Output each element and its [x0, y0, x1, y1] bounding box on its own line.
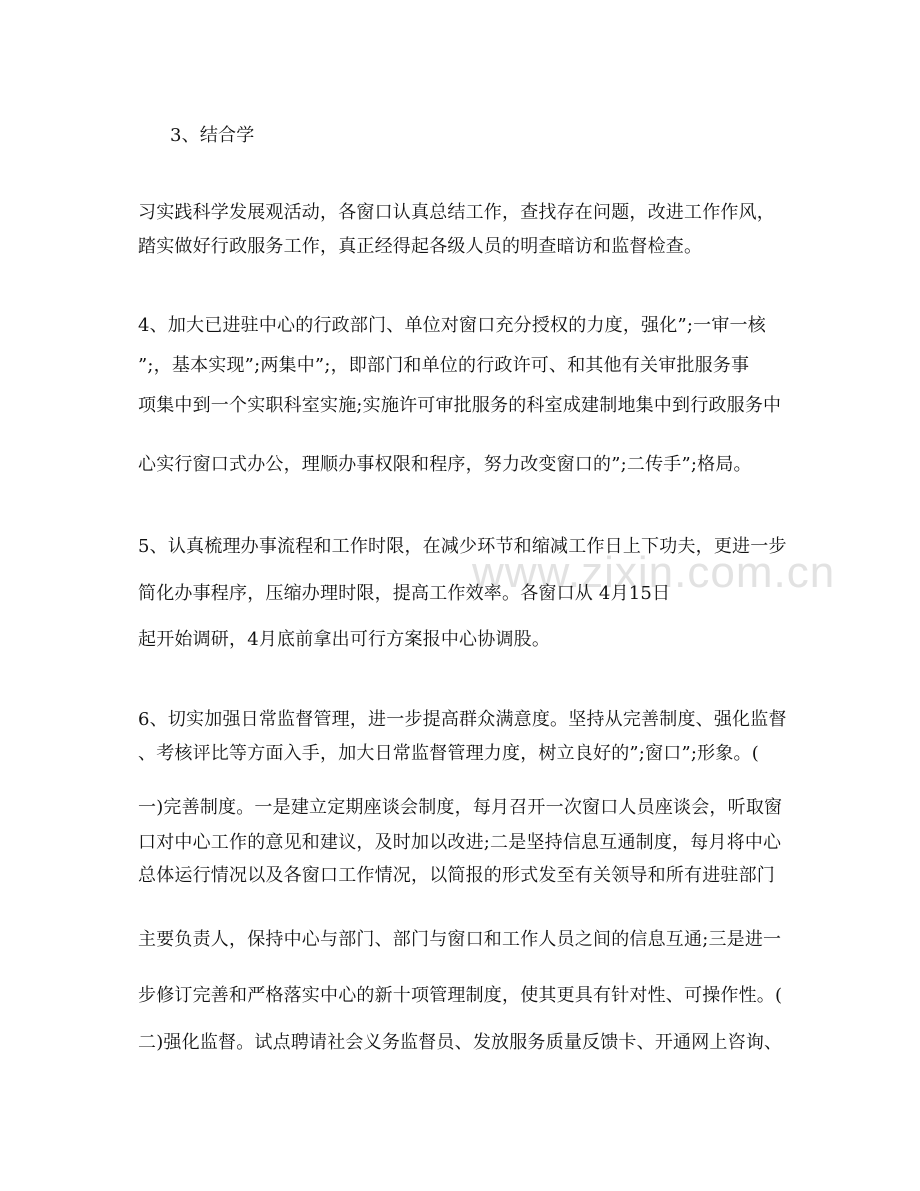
paragraph-4-line-3: 起开始调研，4月底前拿出可行方案报中心协调股。 — [138, 629, 551, 650]
paragraph-5-line-4: 口对中心工作的意见和建议，及时加以改进;二是坚持信息互通制度，每月将中心 — [138, 832, 782, 853]
paragraph-2-line-2: 踏实做好行政服务工作，真正经得起各级人员的明查暗访和监督检查。 — [138, 236, 703, 257]
paragraph-5-line-2: 、考核评比等方面入手，加大日常监督管理力度，树立良好的”;窗口”;形象。( — [138, 743, 759, 764]
paragraph-2-line-1: 习实践科学发展观活动，各窗口认真总结工作，查找存在问题，改进工作作风， — [138, 202, 775, 223]
paragraph-3-line-4: 心实行窗口式办公，理顺办事权限和程序，努力改变窗口的”;二传手”;格局。 — [138, 454, 752, 475]
paragraph-5-line-1: 6、切实加强日常监督管理，进一步提高群众满意度。坚持从完善制度、强化监督 — [138, 709, 787, 730]
paragraph-5-line-6: 主要负责人，保持中心与部门、部门与窗口和工作人员之间的信息互通;三是进一 — [138, 929, 782, 950]
paragraph-3-line-3: 项集中到一个实职科室实施;实施许可审批服务的科室成建制地集中到行政服务中 — [138, 395, 782, 416]
paragraph-1-line-1: 3、结合学 — [170, 125, 255, 146]
paragraph-5-line-7: 步修订完善和严格落实中心的新十项管理制度，使其更具有针对性、可操作性。( — [138, 985, 783, 1006]
paragraph-5-line-8: 二)强化监督。试点聘请社会义务监督员、发放服务质量反馈卡、开通网上咨询、 — [138, 1032, 783, 1053]
paragraph-3-line-1: 4、加大已进驻中心的行政部门、单位对窗口充分授权的力度，强化”;一审一核 — [138, 315, 766, 336]
watermark: www.zixin.com.cn — [472, 548, 836, 597]
paragraph-5-line-3: 一)完善制度。一是建立定期座谈会制度，每月召开一次窗口人员座谈会，听取窗 — [138, 797, 783, 818]
paragraph-5-line-5: 总体运行情况以及各窗口工作情况，以简报的形式发至有关领导和所有进驻部门 — [138, 865, 775, 886]
paragraph-3-line-2: ”;，基本实现”;两集中”;，即部门和单位的行政许可、和其他有关审批服务事 — [138, 355, 750, 376]
paragraph-4-line-2: 简化办事程序，压缩办理时限，提高工作效率。各窗口从 4月15日 — [138, 583, 671, 604]
paragraph-4-line-1: 5、认真梳理办事流程和工作时限，在减少环节和缩减工作日上下功夫，更进一步 — [138, 536, 787, 557]
